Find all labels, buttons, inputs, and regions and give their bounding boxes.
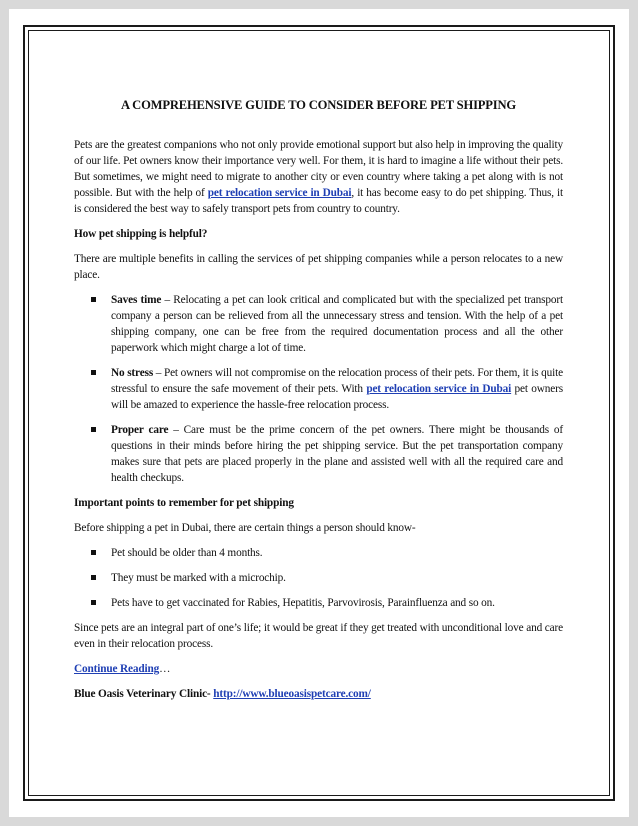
benefit-title: Proper care xyxy=(111,424,169,436)
continue-reading-line xyxy=(74,661,563,677)
benefit-title: No stress xyxy=(111,367,154,379)
intro-text-end: , it has become easy to do pet shipping. Thus, it is considered the best way to safely transport pets from country to country. xyxy=(74,187,564,215)
intro-paragraph xyxy=(74,137,563,217)
pet-relocation-link-intro[interactable]: pet relocation service in Dubai xyxy=(207,187,352,199)
closing-paragraph: Since pets are an integral part of one’s life; it would be great if they get treated with unconditional love and care even in their relocation process. xyxy=(74,622,563,650)
section-heading-important: Important points to remember for pet shipping xyxy=(74,497,294,509)
points-intro-paragraph: Before shipping a pet in Dubai, there are certain things a person should know- xyxy=(74,522,416,534)
benefit-text-end: pet owners will be amazed to experience the hassle-free relocation process. xyxy=(111,383,563,411)
square-bullet-icon xyxy=(91,370,96,375)
point-text: Pets have to get vaccinated for Rabies, Hepatitis, Parvovirosis, Parainfluenza and so on. xyxy=(111,597,495,609)
list-item xyxy=(74,545,563,561)
list-item xyxy=(74,595,563,611)
benefits-list xyxy=(74,292,563,486)
continue-reading-ellipsis: … xyxy=(159,663,171,675)
square-bullet-icon xyxy=(91,550,96,555)
list-item xyxy=(74,570,563,586)
pet-relocation-link-list[interactable]: pet relocation service in Dubai xyxy=(366,383,512,395)
document-content xyxy=(74,97,563,711)
clinic-website-link[interactable]: http://www.blueoasispetcare.com/ xyxy=(213,688,371,700)
benefit-text: – Care must be the prime concern of the pet owners. There might be thousands of questions in their minds before hiring the pet shipping service. But the pet transportation company makes sure that pets are placed properly in the plane and assisted well with all the required care and health checkups. xyxy=(111,424,563,484)
intro-text-start: Pets are the greatest companions who not only provide emotional support but also help in improving the quality of our life. Pet owners know their importance very well. For them, it is hard to imagine a life without their pets. But sometimes, we might need to migrate to another city or even country where taking a pet along with is not possible. But with the help of xyxy=(74,139,563,199)
list-item-saves-time xyxy=(74,292,563,356)
continue-reading-link[interactable]: Continue Reading xyxy=(74,663,160,675)
section-heading-helpful: How pet shipping is helpful? xyxy=(74,228,208,240)
benefit-title: Saves time xyxy=(111,294,162,306)
points-list xyxy=(74,545,563,611)
document-page xyxy=(9,9,629,817)
benefit-text: – Relocating a pet can look critical and complicated but with the specialized pet transport company a person can be relieved from all the unnecessary stress and tension. With the help of a pet shipping company, one can be free from the required documentation process and all the other paperwork which might charge a lot of time. xyxy=(111,294,564,354)
list-item-no-stress xyxy=(74,365,563,413)
clinic-name: Blue Oasis Veterinary Clinic- xyxy=(74,688,214,700)
benefit-text-start: – Pet owners will not compromise on the relocation process of their pets. For them, it is quite stressful to ensure the safe movement of their pets. With xyxy=(111,367,563,395)
signature-line xyxy=(74,686,563,702)
square-bullet-icon xyxy=(91,575,96,580)
document-title: A COMPREHENSIVE GUIDE TO CONSIDER BEFORE PET SHIPPING xyxy=(121,98,516,112)
square-bullet-icon xyxy=(91,297,96,302)
square-bullet-icon xyxy=(91,600,96,605)
point-text: Pet should be older than 4 months. xyxy=(111,547,263,559)
square-bullet-icon xyxy=(91,427,96,432)
list-item-proper-care xyxy=(74,422,563,486)
point-text: They must be marked with a microchip. xyxy=(111,572,286,584)
benefits-intro-paragraph: There are multiple benefits in calling the services of pet shipping companies while a person relocates to a new place. xyxy=(74,253,563,281)
